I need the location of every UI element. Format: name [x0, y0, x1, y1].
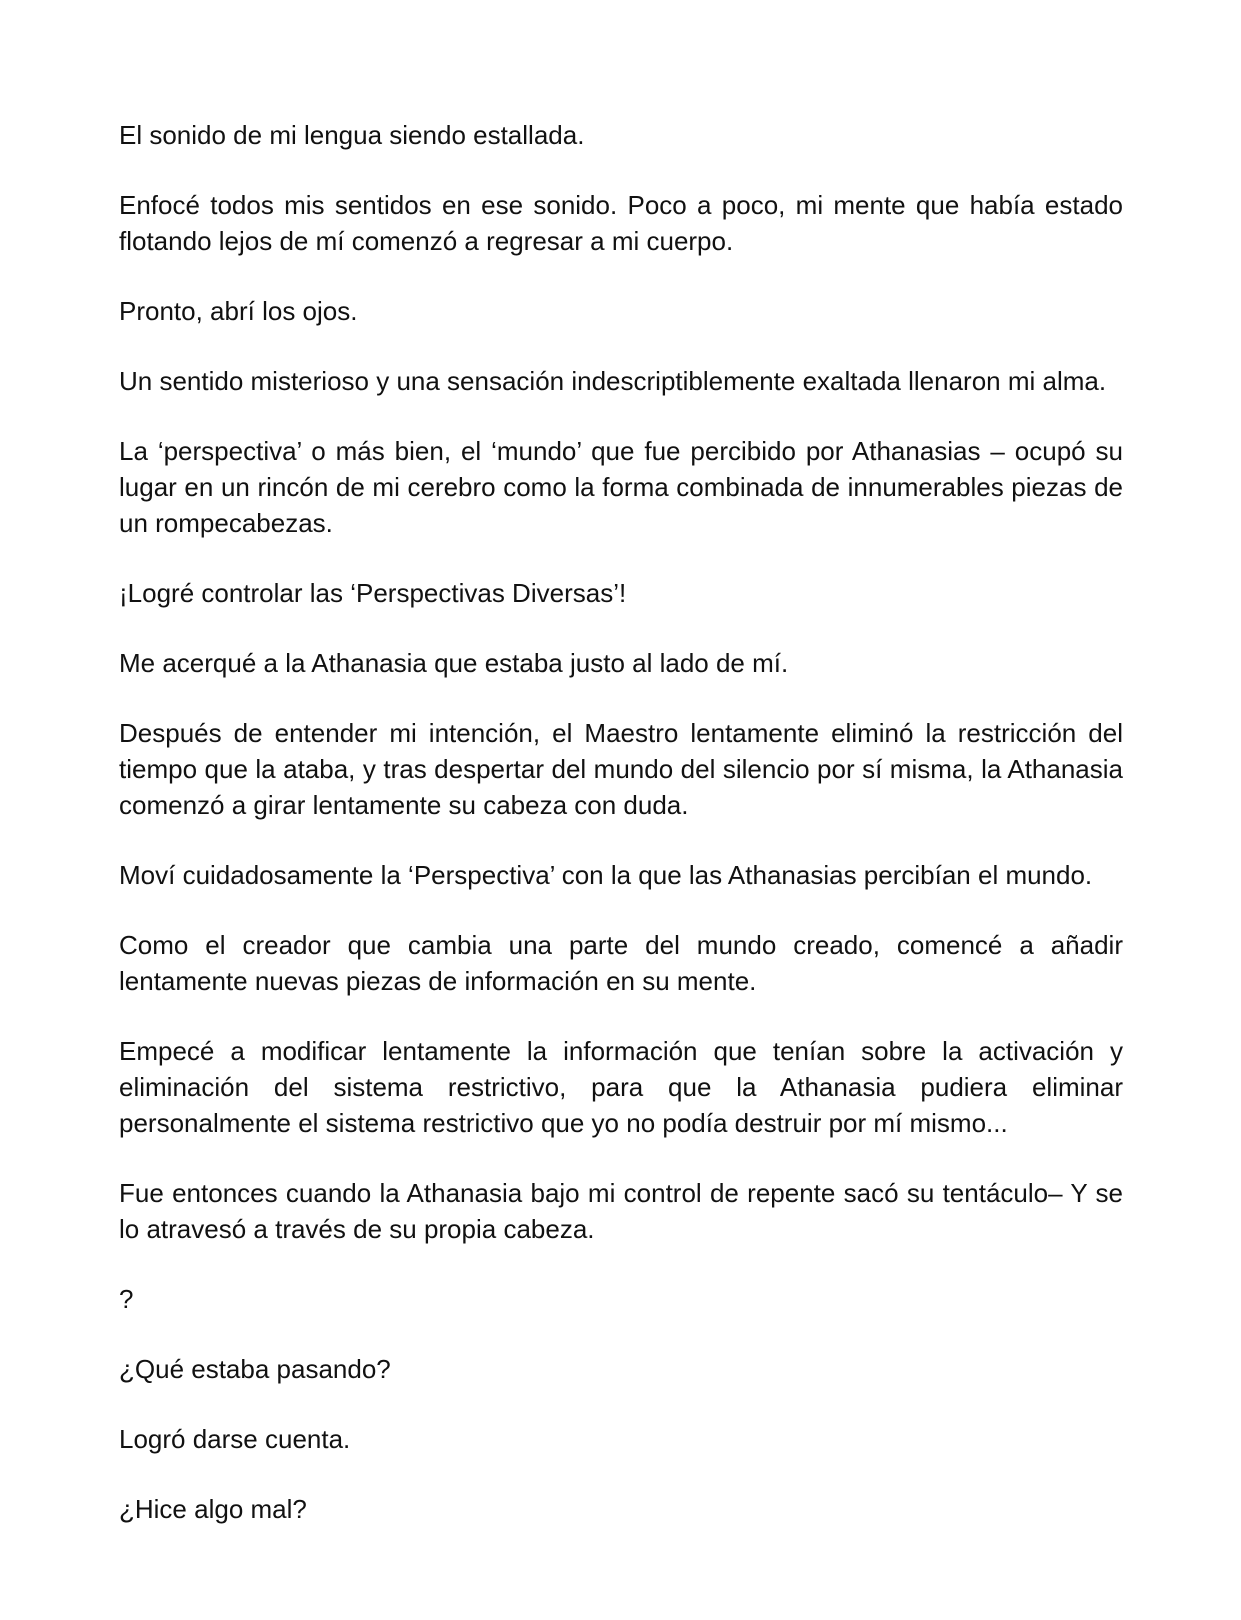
- paragraph: Pronto, abrí los ojos.: [119, 296, 358, 326]
- paragraph: ?: [119, 1284, 134, 1314]
- paragraph: Un sentido misterioso y una sensación indescriptiblemente exaltada llenaron mi alma.: [119, 366, 1107, 396]
- paragraph: Después de entender mi intención, el Maestro lentamente eliminó la restricción del tiempo que la ataba, y tras despertar del mundo del silencio por sí misma, la Athanasia comenzó a girar lentamente su cabeza con duda.: [119, 718, 1123, 820]
- paragraph: Empecé a modificar lentamente la información que tenían sobre la activación y eliminación del sistema restrictivo, para que la Athanasia pudiera eliminar personalmente el sistema restrictivo que yo no podía destruir por mí mismo...: [119, 1036, 1123, 1138]
- paragraph: Moví cuidadosamente la ‘Perspectiva’ con la que las Athanasias percibían el mundo.: [119, 860, 1093, 890]
- paragraph: ¿Hice algo mal?: [119, 1494, 307, 1524]
- paragraph: Como el creador que cambia una parte del mundo creado, comencé a añadir lentamente nuevas piezas de información en su mente.: [119, 930, 1123, 996]
- paragraph: Fue entonces cuando la Athanasia bajo mi control de repente sacó su tentáculo– Y se lo atravesó a través de su propia cabeza.: [119, 1178, 1123, 1244]
- paragraph: Enfocé todos mis sentidos en ese sonido. Poco a poco, mi mente que había estado flotando lejos de mí comenzó a regresar a mi cuerpo.: [119, 190, 1123, 256]
- paragraph: La ‘perspectiva’ o más bien, el ‘mundo’ que fue percibido por Athanasias – ocupó su lugar en un rincón de mi cerebro como la forma combinada de innumerables piezas de un rompecabezas.: [119, 436, 1123, 538]
- paragraph: Logró darse cuenta.: [119, 1424, 351, 1454]
- paragraph: ¡Logré controlar las ‘Perspectivas Diversas’!: [119, 578, 627, 608]
- document-body: [119, 117, 1123, 1561]
- paragraph: El sonido de mi lengua siendo estallada.: [119, 120, 585, 150]
- paragraph: ¿Qué estaba pasando?: [119, 1354, 391, 1384]
- paragraph: Me acerqué a la Athanasia que estaba justo al lado de mí.: [119, 648, 789, 678]
